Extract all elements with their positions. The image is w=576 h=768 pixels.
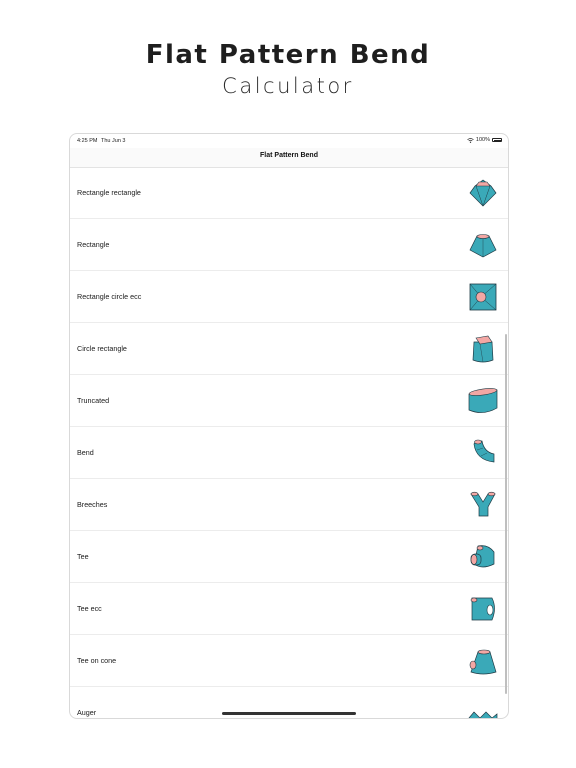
list-item-breeches[interactable]	[70, 479, 508, 531]
list-item-label: Tee ecc	[77, 604, 102, 613]
status-date: Thu Jun 3	[101, 138, 126, 144]
list-item-label: Rectangle rectangle	[77, 188, 141, 197]
list-item-label: Bend	[77, 448, 94, 457]
bend-elbow-icon	[468, 438, 498, 468]
list-item-label: Auger	[77, 708, 97, 717]
device-frame	[69, 133, 509, 719]
list-item-rectangle[interactable]	[70, 219, 508, 271]
hero-title: Flat Pattern Bend	[145, 40, 431, 70]
auger-icon	[468, 698, 498, 719]
list-item-tee-ecc[interactable]	[70, 583, 508, 635]
list-item-label: Rectangle circle ecc	[77, 292, 142, 301]
tee-icon	[468, 542, 498, 572]
tee-ecc-icon	[468, 594, 498, 624]
list-item-label: Circle rectangle	[77, 344, 127, 353]
battery-percent: 100%	[475, 137, 490, 143]
list-item-rectangle-rectangle[interactable]	[70, 167, 508, 219]
list-item-bend[interactable]	[70, 427, 508, 479]
list-item-label: Rectangle	[77, 240, 110, 249]
hero-subtitle: Calculator	[222, 74, 354, 98]
list-item-circle-rectangle[interactable]	[70, 323, 508, 375]
truncated-cylinder-icon	[468, 386, 498, 416]
list-item-tee[interactable]	[70, 531, 508, 583]
nav-bar	[70, 148, 508, 168]
list-item-truncated[interactable]	[70, 375, 508, 427]
list-item-rectangle-circle-ecc[interactable]	[70, 271, 508, 323]
rectangle-circle-ecc-icon	[468, 282, 498, 312]
list-item-label: Tee on cone	[77, 656, 117, 665]
shape-list	[70, 167, 508, 719]
nav-title: Flat Pattern Bend	[260, 152, 318, 159]
circle-rectangle-icon	[468, 334, 498, 364]
home-indicator[interactable]	[222, 712, 356, 715]
status-indicators	[467, 137, 502, 143]
tee-on-cone-icon	[468, 646, 498, 676]
status-time: 4:25 PM	[77, 138, 98, 144]
list-item-tee-on-cone[interactable]	[70, 635, 508, 687]
wifi-icon	[467, 138, 474, 143]
breeches-icon	[468, 490, 498, 520]
list-item-label: Truncated	[77, 396, 110, 405]
list-item-label: Tee	[77, 552, 89, 561]
status-bar	[70, 134, 508, 148]
rectangle-cone-icon	[468, 230, 498, 260]
scrollbar[interactable]	[505, 334, 507, 694]
battery-icon	[492, 138, 502, 142]
rectangle-rectangle-icon	[468, 178, 498, 208]
list-item-label: Breeches	[77, 500, 108, 509]
